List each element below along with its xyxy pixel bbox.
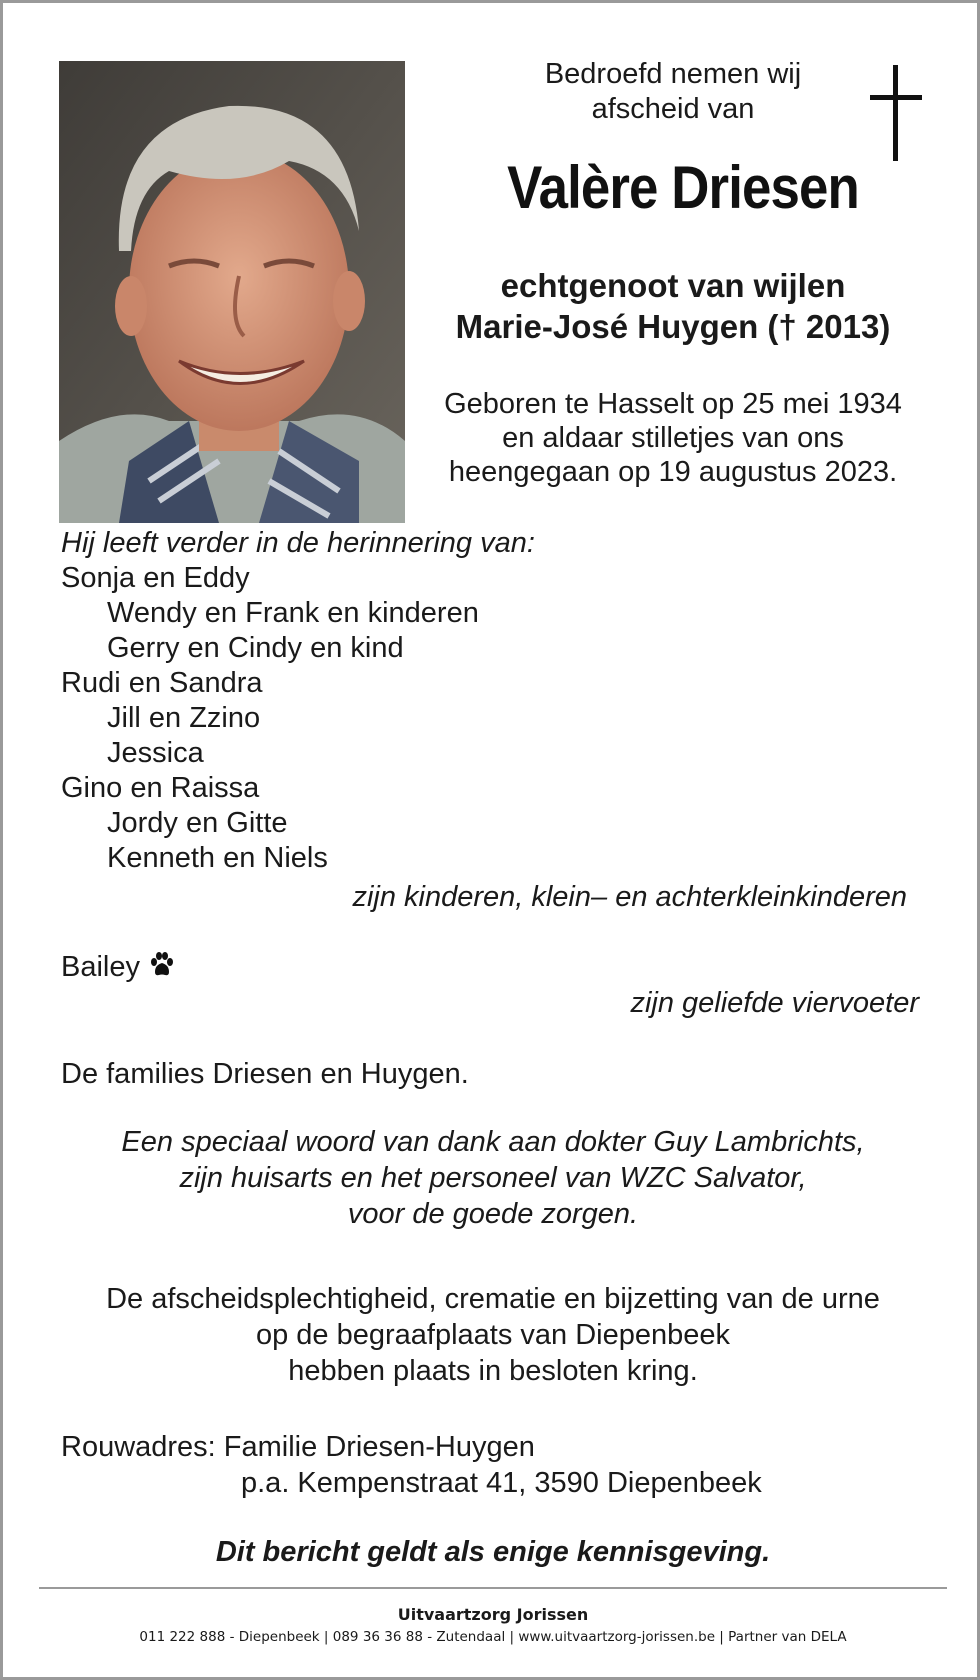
ceremony-line-1: De afscheidsplechtigheid, crematie en bijzetting van de urne bbox=[106, 1283, 880, 1315]
pet-entry bbox=[61, 950, 176, 988]
deceased-name: Valère Driesen bbox=[507, 154, 859, 221]
pet-name: Bailey bbox=[61, 951, 140, 983]
family-member: Gino en Raissa bbox=[61, 772, 260, 804]
memory-heading: Hij leeft verder in de herinnering van: bbox=[61, 527, 535, 559]
birth-line-2: en aldaar stilletjes van ons bbox=[502, 422, 844, 454]
grandchild: Wendy en Frank en kinderen bbox=[107, 597, 479, 629]
notice-text: Dit bericht geldt als enige kennisgeving. bbox=[215, 1536, 771, 1568]
thanks-line-2: zijn huisarts en het personeel van WZC Salvator, bbox=[179, 1162, 807, 1194]
birth-line-1: Geboren te Hasselt op 25 mei 1934 bbox=[444, 388, 902, 420]
paw-icon bbox=[148, 951, 176, 988]
family-list bbox=[61, 526, 535, 876]
spouse-info bbox=[413, 265, 933, 347]
family-member: Sonja en Eddy bbox=[61, 562, 250, 594]
address-line-1: Rouwadres: Familie Driesen-Huygen bbox=[61, 1431, 535, 1463]
thanks-text bbox=[43, 1124, 943, 1232]
pet-relation: zijn geliefde viervoeter bbox=[630, 987, 919, 1019]
birth-death-info bbox=[413, 387, 933, 489]
ceremony-line-3: hebben plaats in besloten kring. bbox=[288, 1355, 698, 1387]
footer-divider bbox=[39, 1587, 947, 1589]
grandchild: Jill en Zzino bbox=[107, 702, 261, 734]
intro-line-2: afscheid van bbox=[591, 93, 755, 125]
spouse-line-2: Marie-José Huygen († 2013) bbox=[455, 308, 891, 345]
family-member: Rudi en Sandra bbox=[61, 667, 263, 699]
birth-line-3: heengegaan op 19 augustus 2023. bbox=[448, 456, 898, 488]
family-relation: zijn kinderen, klein– en achterkleinkinderen bbox=[352, 881, 907, 913]
grandchild: Jessica bbox=[107, 737, 204, 769]
intro-text bbox=[483, 57, 863, 127]
funeral-company: Uitvaartzorg Jorissen bbox=[397, 1605, 589, 1624]
address-line-2: p.a. Kempenstraat 41, 3590 Diepenbeek bbox=[241, 1467, 762, 1499]
mourning-address bbox=[61, 1429, 762, 1501]
families-line: De families Driesen en Huygen. bbox=[61, 1058, 469, 1090]
ceremony-line-2: op de begraafplaats van Diepenbeek bbox=[255, 1319, 731, 1351]
grandchild: Gerry en Cindy en kind bbox=[107, 632, 404, 664]
thanks-line-3: voor de goede zorgen. bbox=[347, 1198, 639, 1230]
ceremony-text bbox=[43, 1281, 943, 1389]
thanks-line-1: Een speciaal woord van dank aan dokter Guy Lambrichts, bbox=[121, 1126, 865, 1158]
portrait-photo bbox=[59, 61, 405, 523]
intro-line-1: Bedroefd nemen wij bbox=[544, 58, 802, 90]
grandchild: Jordy en Gitte bbox=[107, 807, 288, 839]
spouse-line-1: echtgenoot van wijlen bbox=[500, 267, 846, 304]
grandchild: Kenneth en Niels bbox=[107, 842, 328, 874]
company-contact: 011 222 888 - Diepenbeek | 089 36 36 88 - Zutendaal | www.uitvaartzorg-jorissen.be | Partner van DELA bbox=[139, 1629, 847, 1645]
cross-icon bbox=[865, 65, 925, 161]
